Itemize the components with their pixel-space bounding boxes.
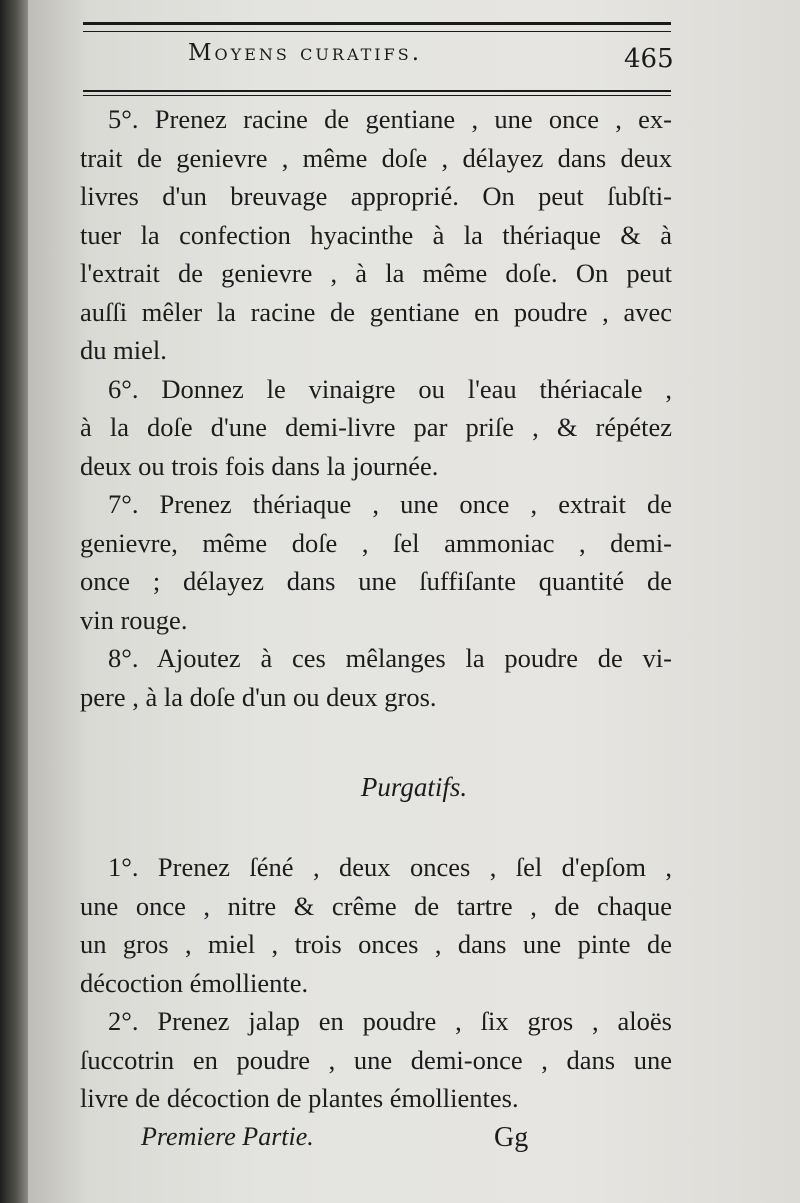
text-line: décoction émolliente. — [80, 967, 309, 998]
header-rule-top — [83, 22, 671, 25]
text-line: deux ou trois fois dans la journée. — [80, 450, 439, 481]
text-line: 2°. Prenez jalap en poudre , ſix gros , aloës — [108, 1006, 672, 1036]
text-line: du miel. — [80, 335, 167, 365]
text-line: once ; délayez dans une ſuffiſante quantité de — [80, 566, 672, 596]
page-number: 465 — [624, 44, 674, 74]
text-line: 6°. Donnez le vinaigre ou l'eau thériacale , — [108, 373, 672, 404]
body-text-bottom — [80, 848, 672, 1118]
header-rule-top-thin — [83, 31, 671, 32]
text-line: 8°. Ajoutez à ces mêlanges la poudre de vi- — [108, 643, 672, 673]
text-line: 1°. Prenez ſéné , deux onces , ſel d'epſom , — [108, 852, 672, 882]
text-line: livre de décoction de plantes émollientes. — [80, 1083, 519, 1113]
text-line: livres d'un breuvage approprié. On peut ſubſti- — [80, 181, 672, 211]
signature-mark: Gg — [494, 1122, 529, 1153]
text-line: ſuccotrin en poudre , une demi-once , dans une — [80, 1044, 672, 1075]
book-page — [28, 0, 800, 1203]
text-line: une once , nitre & crême de tartre , de chaque — [80, 890, 672, 921]
text-line: genievre, même doſe , ſel ammoniac , demi- — [80, 527, 672, 558]
running-head: Moyens curatifs. — [188, 40, 423, 66]
text-line: tuer la confection hyacinthe à la thériaque & à — [80, 219, 672, 250]
book-gutter — [0, 0, 28, 1203]
text-line: à la doſe d'une demi-livre par priſe , & répétez — [80, 412, 672, 442]
header-rule-bottom — [83, 90, 671, 92]
text-line: un gros , miel , trois onces , dans une pinte de — [80, 929, 672, 959]
text-line: vin rouge. — [80, 604, 188, 635]
text-line: trait de genievre , même doſe , délayez dans deux — [80, 142, 672, 173]
body-text-top — [80, 100, 672, 716]
text-line: 7°. Prenez thériaque , une once , extrait de — [108, 489, 672, 519]
signature-line: Premiere Partie. — [141, 1122, 314, 1151]
text-line: 5°. Prenez racine de gentiane , une once , ex- — [108, 104, 672, 134]
text-line: l'extrait de genievre , à la même doſe. On peut — [80, 258, 672, 288]
header-rule-bottom-thin — [83, 95, 671, 96]
text-line: auſſi mêler la racine de gentiane en poudre , avec — [80, 296, 672, 327]
text-line: pere , à la doſe d'un ou deux gros. — [80, 681, 437, 712]
section-heading: Purgatifs. — [360, 772, 468, 802]
